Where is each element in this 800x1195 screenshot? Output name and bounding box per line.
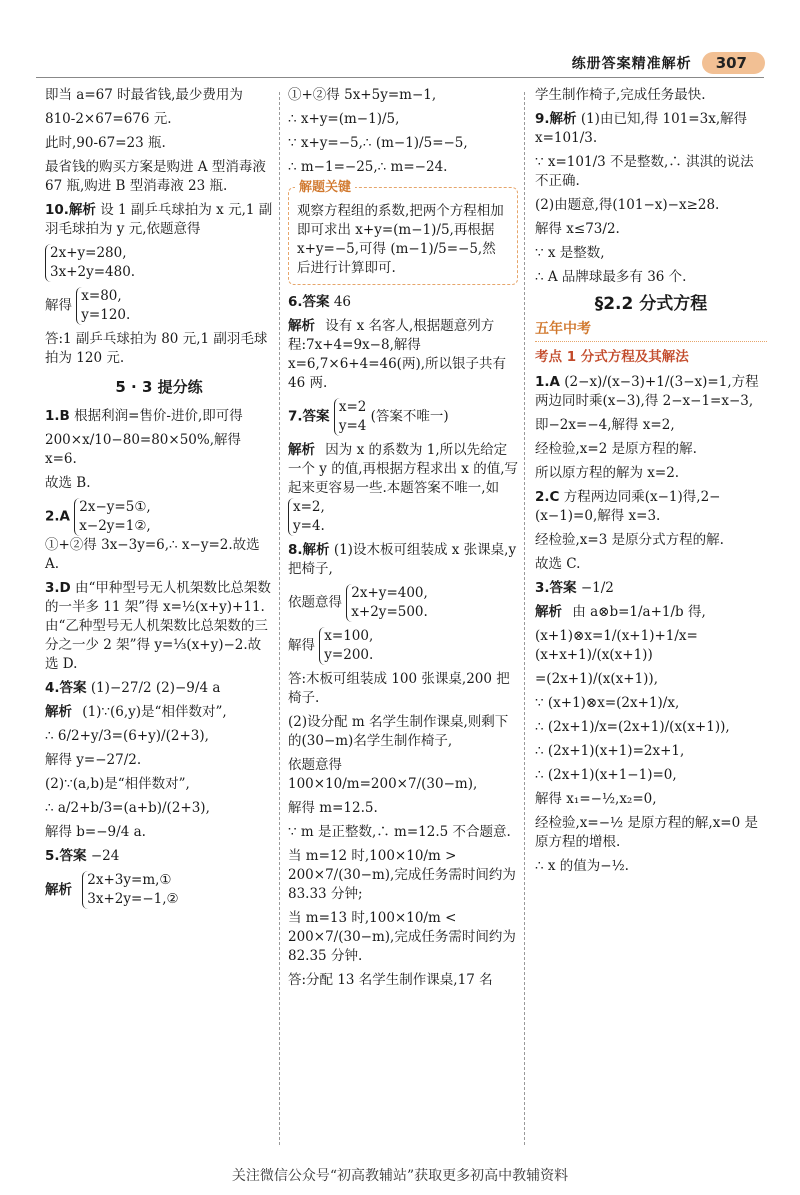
text-line: 810-2×67=676 元. xyxy=(45,111,172,127)
question-6 xyxy=(288,293,518,312)
question-number: 2.A xyxy=(45,508,70,525)
text-line: 故选 B. xyxy=(45,475,91,491)
equation: x=2 xyxy=(338,399,367,415)
question-2 xyxy=(45,498,273,574)
question-text: 设 1 副乒乓球拍为 x 元,1 副羽毛球拍为 y 元,依题意得 xyxy=(45,202,273,237)
question-text: (1)设木板可组装成 x 张课桌,y 把椅子, xyxy=(288,542,517,577)
equation: y=4 xyxy=(338,418,367,434)
question-1 xyxy=(45,407,273,426)
text-line: 当 m=13 时,100×10/m < 200×7/(30−m),完成任务需时间约为 82.35 分钟. xyxy=(288,910,516,964)
equation: 3x+2y=480. xyxy=(50,264,136,280)
equation: x=100, xyxy=(324,628,374,644)
text-line: 解得 x≤73/2. xyxy=(535,221,620,237)
text-line: (2)由题意,得(101−x)−x≥28. xyxy=(535,197,720,213)
column-2 xyxy=(288,86,518,995)
question-text: (1)由已知,得 101=3x,解得 x=101/3. xyxy=(535,111,748,146)
text-line: 答:分配 13 名学生制作课桌,17 名 xyxy=(288,972,493,988)
question-8 xyxy=(288,541,518,579)
question-number: 4.答案 xyxy=(45,680,87,696)
question-number: 10.解析 xyxy=(45,202,96,218)
text-line: ∵ x=101/3 不是整数,∴ 淇淇的说法不正确. xyxy=(535,154,754,189)
equation-system xyxy=(45,244,273,282)
brace-icon xyxy=(346,584,428,622)
brace-icon xyxy=(334,398,367,436)
equation: 2x+y=400, xyxy=(351,585,428,601)
text-line: ∴ x 的值为−½. xyxy=(535,858,629,874)
solve-label: 解得 xyxy=(45,297,72,314)
column-3 xyxy=(535,86,767,881)
text-line: 即当 a=67 时最省钱,最少费用为 xyxy=(45,87,243,103)
text-line: 200×x/10−80=80×50%,解得 x=6. xyxy=(45,432,242,467)
text-line: 由 a⊗b=1/a+1/b 得, xyxy=(572,604,706,620)
key-tip-box xyxy=(288,180,518,285)
text-line: 解得 m=12.5. xyxy=(288,800,378,816)
text-line: ∴ A 品牌球最多有 36 个. xyxy=(535,269,687,285)
brace-icon xyxy=(82,871,178,909)
question-4 xyxy=(45,679,273,698)
analysis-label: 解析 xyxy=(288,442,315,458)
solution-system xyxy=(288,627,518,665)
question-9 xyxy=(535,110,767,148)
analysis-line xyxy=(288,441,518,536)
column-divider xyxy=(524,92,525,1145)
text-line: 解得 b=−9/4 a. xyxy=(45,824,146,840)
text-line: 设有 x 名客人,根据题意列方程:7x+4=9x−8,解得 x=6,7×6+4=46(两),所以银子共有 46 两. xyxy=(288,318,507,391)
text-line: 因为 x 的系数为 1,所以先给定一个 y 的值,再根据方程求出 x 的值,写起来更容易一些.本题答案不唯一,如 xyxy=(288,442,518,496)
text-line: (x+1)⊗x=1/(x+1)+1/x=(x+x+1)/(x(x+1)) xyxy=(535,628,698,663)
equation: 2x−y=5①, xyxy=(79,499,151,515)
text-line: 当 m=12 时,100×10/m > 200×7/(30−m),完成任务需时间约为 83.33 分钟; xyxy=(288,848,516,902)
section-title: 5 · 3 提分练 xyxy=(115,378,203,396)
question-2 xyxy=(535,488,767,526)
text-line: ∴ 6/2+y/3=(6+y)/(2+3), xyxy=(45,728,209,744)
text-line: ∴ (2x+1)(x+1−1)=0, xyxy=(535,767,677,783)
text-line: 经检验,x=−½ 是原方程的解,x=0 是原方程的增根. xyxy=(535,815,759,850)
text-line: 解得 x₁=−½,x₂=0, xyxy=(535,791,657,807)
analysis-line xyxy=(535,603,767,622)
question-number: 3.答案 xyxy=(535,580,577,596)
question-number: 6.答案 xyxy=(288,294,330,310)
question-3 xyxy=(45,579,273,674)
question-3 xyxy=(535,579,767,598)
equation: 3x+2y=−1,② xyxy=(87,891,179,907)
analysis-line xyxy=(45,703,273,722)
equation: y=120. xyxy=(81,307,131,323)
page-footer: 关注微信公众号“初高教辅站”获取更多初高中教辅资料 xyxy=(231,1168,569,1184)
brace-icon xyxy=(74,498,150,536)
text-line: 即−2x=−4,解得 x=2, xyxy=(535,417,675,433)
question-text: 根据利润=售价-进价,即可得 xyxy=(74,408,243,424)
text-line: 此时,90-67=23 瓶. xyxy=(45,135,166,151)
brace-icon xyxy=(45,244,135,282)
question-1 xyxy=(535,373,767,411)
equation: y=200. xyxy=(324,647,374,663)
text-line: ∴ a/2+b/3=(a+b)/(2+3), xyxy=(45,800,210,816)
text-line: 依题意得 xyxy=(288,594,342,611)
column-1 xyxy=(45,86,273,914)
answer-note: (答案不唯一) xyxy=(370,408,449,425)
text-line: (2)设分配 m 名学生制作课桌,则剩下的(30−m)名学生制作椅子, xyxy=(288,714,509,749)
text-line: ∴ x+y=(m−1)/5, xyxy=(288,111,400,127)
question-number: 8.解析 xyxy=(288,542,330,558)
equation: x−2y=1②, xyxy=(79,518,151,534)
question-10 xyxy=(45,201,273,239)
answer-value: 46 xyxy=(333,294,352,310)
text-line: 学生制作椅子,完成任务最快. xyxy=(535,87,706,103)
page-number: 307 xyxy=(702,52,765,74)
question-number: 9.解析 xyxy=(535,111,577,127)
text-line: ∵ (x+1)⊗x=(2x+1)/x, xyxy=(535,695,680,711)
header-rule xyxy=(36,77,764,78)
text-line: (1)∵(6,y)是“相伴数对”, xyxy=(82,704,227,720)
page-header xyxy=(572,50,765,76)
equation-system xyxy=(288,584,518,622)
question-text: (2−x)/(x−3)+1/(3−x)=1,方程两边同时乘(x−3),得 2−x−1=x−3, xyxy=(535,374,759,409)
answer-value: −1/2 xyxy=(580,580,614,596)
text-line: =(2x+1)/(x(x+1)), xyxy=(535,671,658,687)
key-tip-text: 观察方程组的系数,把两个方程相加即可求出 x+y=(m−1)/5,再根据 x+y=−5,可得 (m−1)/5=−5,然后进行计算即可. xyxy=(297,203,504,276)
equation: y=4. xyxy=(293,518,325,534)
equation: x=80, xyxy=(81,288,122,304)
question-text: ①+②得 3x−3y=6,∴ x−y=2.故选 A. xyxy=(45,537,260,572)
text-line: 依题意得 100×10/m=200×7/(30−m), xyxy=(288,757,478,792)
question-number: 5.答案 xyxy=(45,848,87,864)
equation: x+2y=500. xyxy=(351,604,428,620)
text-line: ∵ x+y=−5,∴ (m−1)/5=−5, xyxy=(288,135,468,151)
answer-text: 答:1 副乒乓球拍为 80 元,1 副羽毛球拍为 120 元. xyxy=(45,331,268,366)
solve-label: 解得 xyxy=(288,637,315,654)
header-title: 练册答案精准解析 xyxy=(571,56,692,72)
text-line: ∴ (2x+1)(x+1)=2x+1, xyxy=(535,743,685,759)
question-5 xyxy=(45,847,273,866)
text-line: ∵ m 是正整数,∴ m=12.5 不合题意. xyxy=(288,824,511,840)
solution-system xyxy=(45,287,273,325)
answer-value: −24 xyxy=(90,848,120,864)
analysis-line xyxy=(288,317,518,393)
question-number: 1.A xyxy=(535,374,560,390)
subsection-heading: 五年中考 xyxy=(535,320,767,342)
text-line: ∴ m−1=−25,∴ m=−24. xyxy=(288,159,448,175)
question-number: 2.C xyxy=(535,489,560,505)
text-line: 答:木板可组装成 100 张课桌,200 把椅子. xyxy=(288,671,510,706)
brace-icon xyxy=(319,627,373,665)
analysis-label: 解析 xyxy=(45,881,72,898)
text-line: 故选 C. xyxy=(535,556,581,572)
question-text: 方程两边同乘(x−1)得,2−(x−1)=0,解得 x=3. xyxy=(535,489,721,524)
question-7 xyxy=(288,398,518,436)
analysis-label: 解析 xyxy=(288,318,315,334)
text-line: 所以原方程的解为 x=2. xyxy=(535,465,680,481)
question-text: 由“甲种型号无人机架数比总架数的一半多 11 架”得 x=½(x+y)+11.由“乙种型号无人机架数比总架数的三分之一少 2 架”得 y=⅓(x+y)−2.故选 D. xyxy=(45,580,271,672)
brace-icon xyxy=(288,498,325,536)
analysis-line xyxy=(45,871,273,909)
text-line: (2)∵(a,b)是“相伴数对”, xyxy=(45,776,190,792)
text-line: 最省钱的购买方案是购进 A 型消毒液 67 瓶,购进 B 型消毒液 23 瓶. xyxy=(45,159,266,194)
equation: 2x+y=280, xyxy=(50,245,127,261)
text-line: 经检验,x=2 是原方程的解. xyxy=(535,441,697,457)
text-line: 解得 y=−27/2. xyxy=(45,752,142,768)
text-line: 经检验,x=3 是原分式方程的解. xyxy=(535,532,724,548)
text-line: ∵ x 是整数, xyxy=(535,245,605,261)
analysis-label: 解析 xyxy=(535,604,562,620)
text-line: ∴ (2x+1)/x=(2x+1)/(x(x+1)), xyxy=(535,719,730,735)
question-number: 7.答案 xyxy=(288,408,330,425)
analysis-label: 解析 xyxy=(45,704,72,720)
equation: 2x+3y=m,① xyxy=(87,872,172,888)
topic-heading: 考点 1 分式方程及其解法 xyxy=(535,349,689,365)
brace-icon xyxy=(76,287,130,325)
column-divider xyxy=(279,92,280,1145)
question-number: 1.B xyxy=(45,408,70,424)
section-title: §2.2 分式方程 xyxy=(594,294,708,314)
key-tip-label: 解题关键 xyxy=(295,178,355,197)
question-number: 3.D xyxy=(45,580,71,596)
answer-value: (1)−27/2 (2)−9/4 a xyxy=(90,680,221,696)
text-line: ①+②得 5x+5y=m−1, xyxy=(288,87,437,103)
equation: x=2, xyxy=(293,499,325,515)
